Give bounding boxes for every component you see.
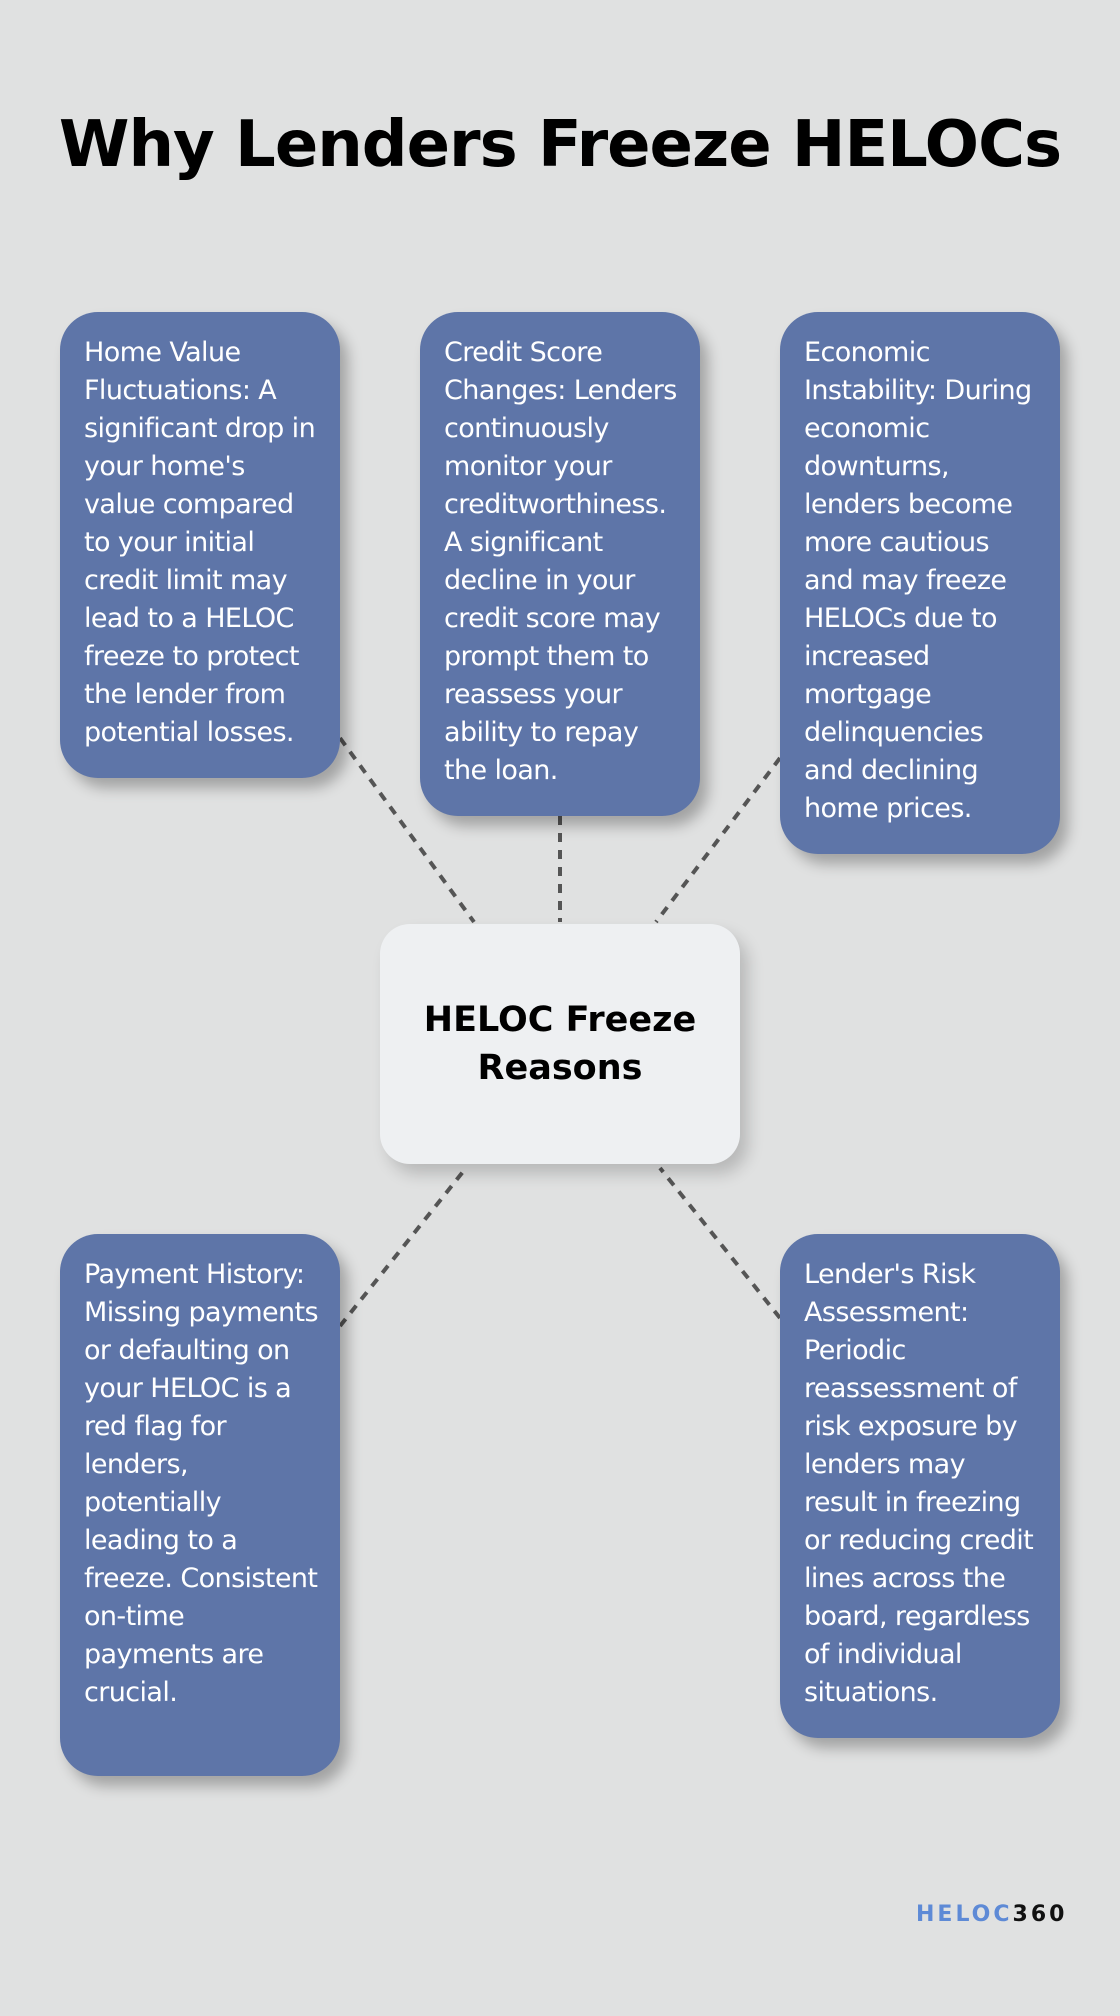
node-credit-score <box>420 312 700 816</box>
node-risk-assessment-text: Lender's Risk Assessment: Periodic reassessment of risk exposure by lenders may result in freezing or reducing credit lines across the board, regardless of individual situations. <box>804 1259 1034 1708</box>
center-node <box>380 924 740 1164</box>
logo-part-heloc: HELOC <box>916 1902 1013 1927</box>
node-economic-instability <box>780 312 1060 854</box>
center-node-label: HELOC Freeze Reasons <box>423 1000 697 1088</box>
node-risk-assessment <box>780 1234 1060 1738</box>
brand-logo <box>916 1902 1067 1927</box>
connector-payment-history <box>340 1168 466 1326</box>
node-economic-instability-text: Economic Instability: During economic downturns, lenders become more cautious and may freeze HELOCs due to increased mortgage delinquencies and declining home prices. <box>804 337 1032 824</box>
node-credit-score-text: Credit Score Changes: Lenders continuously monitor your creditworthiness. A significant decline in your credit score may prompt them to reassess your ability to repay the loan. <box>444 337 677 786</box>
node-payment-history-text: Payment History: Missing payments or defaulting on your HELOC is a red flag for lenders, potentially leading to a freeze. Consistent on-time payments are crucial. <box>84 1259 319 1708</box>
connector-risk-assessment <box>660 1168 780 1318</box>
logo-part-360: 360 <box>1012 1902 1068 1927</box>
node-home-value <box>60 312 340 778</box>
page-title: Why Lenders Freeze HELOCs <box>58 108 1062 182</box>
node-home-value-text: Home Value Fluctuations: A significant drop in your home's value compared to your initial credit limit may lead to a HELOC freeze to protect the lender from potential losses. <box>84 337 316 748</box>
node-payment-history <box>60 1234 340 1776</box>
